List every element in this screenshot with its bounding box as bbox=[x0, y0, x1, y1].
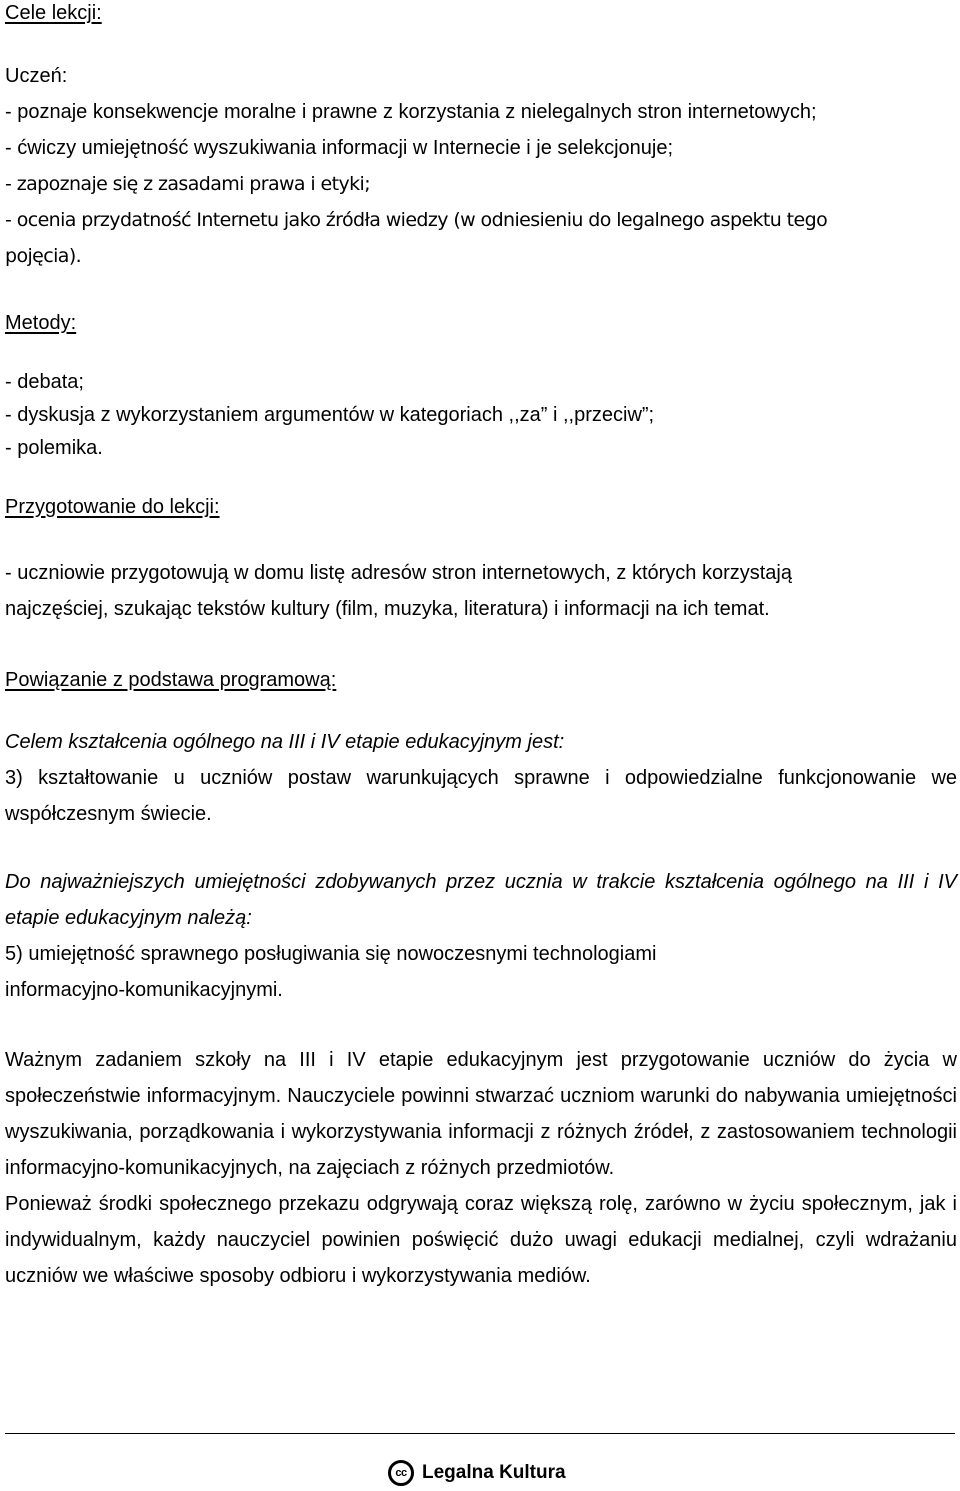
cele-item: - zapoznaje się z zasadami prawa i etyki; bbox=[5, 173, 370, 195]
heading-przygotowanie: Przygotowanie do lekcji: bbox=[5, 496, 220, 518]
section-metody bbox=[5, 310, 957, 337]
media-line: mediów. bbox=[517, 1265, 591, 1287]
logo-text: Legalna Kultura bbox=[422, 1462, 566, 1483]
media-paragraph bbox=[5, 1186, 957, 1294]
zadanie-line: Ważnym zadaniem szkoły na III i IV etapie edukacyjnym jest przygotowanie uczniów do życia bbox=[5, 1049, 930, 1071]
cele-body bbox=[5, 58, 957, 274]
cel-intro: Celem kształcenia ogólnego na III i IV etapie edukacyjnym jest: bbox=[5, 731, 565, 753]
umiejetnosci-intro-line: Do najważniejszych umiejętności zdobywanych przez ucznia w trakcie kształcenia ogólnego bbox=[5, 871, 856, 893]
cel-line: funkcjonowanie we współczesnym świecie. bbox=[5, 767, 958, 825]
umiejetnosci-intro bbox=[5, 864, 957, 936]
cele-item: - poznaje konsekwencje moralne i prawne z korzystania z nielegalnych stron internetowych; bbox=[5, 101, 817, 123]
section-powiazanie bbox=[5, 667, 957, 694]
zadanie-paragraph bbox=[5, 1042, 957, 1186]
heading-metody: Metody: bbox=[5, 312, 77, 334]
powiazanie-zadanie bbox=[5, 1042, 957, 1294]
cele-item: - ocenia przydatność Internetu jako źródła wiedzy (w odniesieniu do legalnego aspektu tego bbox=[5, 209, 828, 231]
zadanie-line: z różnych źródeł, z zastosowaniem technologii informacyjno-komunikacyjnych, na zajęciach bbox=[5, 1121, 958, 1179]
umiejetnosci-line: informacyjno-komunikacyjnymi. bbox=[5, 979, 283, 1001]
heading-cele: Cele lekcji: bbox=[5, 2, 102, 24]
cele-item: - ćwiczy umiejętność wyszukiwania informacji w Internecie i je selekcjonuje; bbox=[5, 137, 674, 159]
media-line: medialnej, czyli wdrażaniu uczniów we właściwe sposoby odbioru i wykorzystywania bbox=[5, 1229, 957, 1287]
metody-item: - polemika. bbox=[5, 437, 103, 459]
przygotowanie-line: najczęściej, szukając tekstów kultury (film, muzyka, literatura) i informacji na ich temat. bbox=[5, 598, 770, 620]
metody-item: - debata; bbox=[5, 371, 84, 393]
media-line: Ponieważ środki społecznego przekazu odgrywają coraz większą rolę, zarówno w życiu bbox=[5, 1193, 795, 1215]
footer-divider bbox=[5, 1433, 955, 1434]
powiazanie-umiejetnosci bbox=[5, 864, 957, 1008]
cele-intro: Uczeń: bbox=[5, 65, 68, 87]
zadanie-line: w społeczeństwie informacyjnym. Nauczyciele powinni stwarzać uczniom warunki bbox=[5, 1049, 957, 1107]
cel-paragraph bbox=[5, 760, 957, 832]
creative-commons-icon: cc bbox=[388, 1460, 414, 1486]
powiazanie-cel bbox=[5, 724, 957, 832]
zadanie-line: z różnych przedmiotów. bbox=[405, 1157, 615, 1179]
metody-item: - dyskusja z wykorzystaniem argumentów w kategoriach ,,za” i ,,przeciw”; bbox=[5, 404, 655, 426]
metody-body bbox=[5, 366, 957, 465]
przygotowanie-line: - uczniowie przygotowują w domu listę adresów stron internetowych, z których korzystają bbox=[5, 562, 792, 584]
przygotowanie-body bbox=[5, 555, 957, 627]
footer-logo bbox=[388, 1456, 566, 1490]
section-przygotowanie bbox=[5, 494, 957, 521]
umiejetnosci-line: 5) umiejętność sprawnego posługiwania się nowoczesnymi technologiami bbox=[5, 943, 657, 965]
cel-line: 3) kształtowanie u uczniów postaw warunkujących sprawne i odpowiedzialne bbox=[5, 767, 763, 789]
heading-powiazanie: Powiązanie z podstawa programową: bbox=[5, 669, 337, 691]
umiejetnosci-intro-line: na III i IV etapie edukacyjnym należą: bbox=[5, 871, 957, 929]
media-line: społecznym, jak i indywidualnym, każdy nauczyciel powinien poświęcić dużo uwagi edukacji bbox=[5, 1193, 957, 1251]
zadanie-line: do nabywania umiejętności wyszukiwania, porządkowania i wykorzystywania informacji bbox=[5, 1085, 957, 1143]
section-cele bbox=[5, 0, 957, 27]
cele-item: pojęcia). bbox=[5, 245, 82, 267]
